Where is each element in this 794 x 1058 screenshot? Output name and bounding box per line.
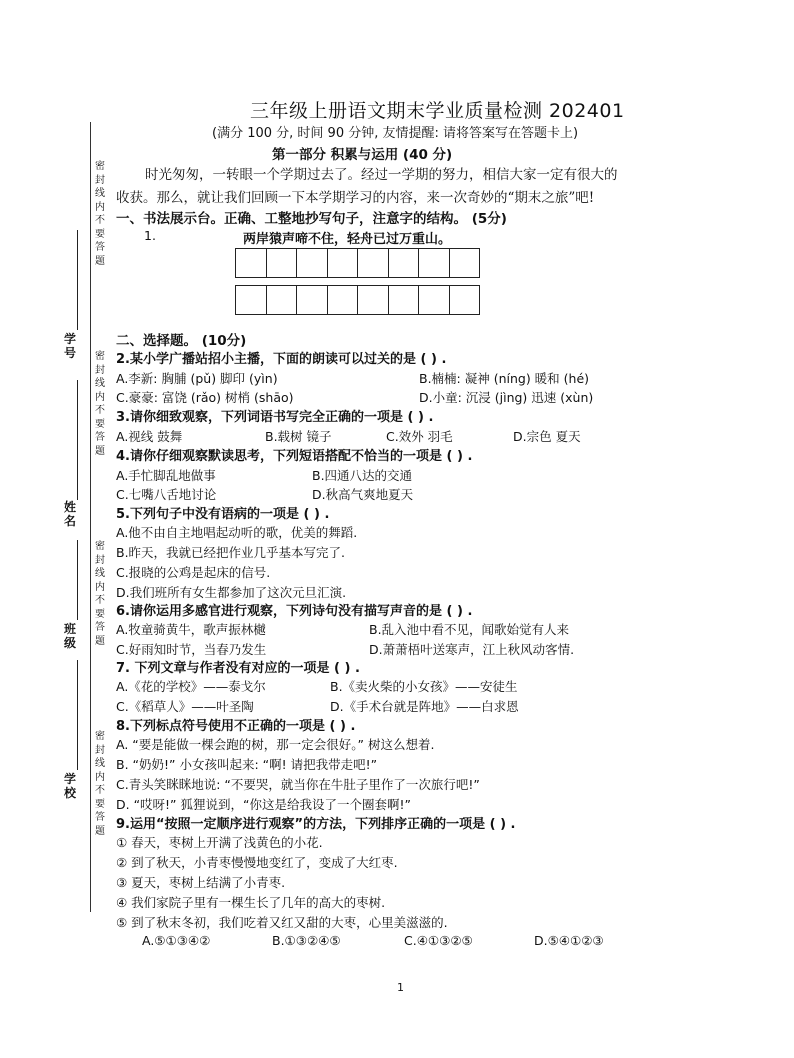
seal-note-1: 密封线内不要答题 [95, 161, 105, 267]
q5-option-b: B.昨天，我就已经把作业几乎基本写完了. [116, 545, 346, 560]
page-number: 1 [397, 981, 404, 994]
seal-note-4: 密封线内不要答题 [95, 731, 105, 837]
q4-option-a: A.手忙脚乱地做事 [116, 468, 216, 483]
q2-stem: 2.某小学广播站招小主播，下面的朗读可以过关的是 ( ) . [116, 352, 447, 367]
q5-option-a: A.他不由自主地唱起动听的歌，优美的舞蹈. [116, 525, 358, 540]
q8-option-b: B. “奶奶!” 小女孩叫起来: “啊! 请把我带走吧!” [116, 757, 378, 772]
q9-option-c: C.④①③②⑤ [404, 933, 473, 948]
q7-option-c: C.《稻草人》——叶圣陶 [116, 699, 254, 714]
q9-option-a: A.⑤①③④② [142, 933, 211, 948]
q5-stem: 5.下列句子中没有语病的一项是 ( ) . [116, 507, 330, 522]
student-id-line[interactable] [77, 230, 78, 330]
section2-heading: 二、选择题。 (10分) [116, 333, 247, 349]
q3-option-c: C.效外 羽毛 [386, 429, 453, 444]
exam-subtitle: (满分 100 分, 时间 90 分钟, 友情提醒: 请将答案写在答题卡上) [212, 126, 579, 141]
q3-option-a: A.视线 鼓舞 [116, 429, 183, 444]
writing-grid-row-1 [235, 248, 480, 278]
q5-option-c: C.报晓的公鸡是起床的信号. [116, 565, 271, 580]
seal-note-2: 密封线内不要答题 [95, 351, 105, 457]
seal-note-3: 密封线内不要答题 [95, 541, 105, 647]
q7-option-b: B.《卖火柴的小女孩》——安徒生 [330, 679, 518, 694]
q6-option-a: A.牧童骑黄牛，歌声振林樾 [116, 622, 266, 637]
q9-item-4: ④ 我们家院子里有一棵生长了几年的高大的枣树. [116, 895, 386, 910]
q9-item-1: ① 春天，枣树上开满了浅黄色的小花. [116, 835, 323, 850]
section1-heading: 一、书法展示台。正确、工整地抄写句子，注意字的结构。 (5分) [116, 211, 507, 227]
q8-stem: 8.下列标点符号使用不正确的一项是 ( ) . [116, 719, 356, 734]
q6-option-b: B.乱入池中看不见，闻歌始觉有人来 [369, 622, 570, 637]
q2-option-b: B.楠楠: 凝神 (níng) 暖和 (hé) [419, 371, 590, 386]
q8-option-a: A. “要是能做一棵会跑的树，那一定会很好。” 树这么想着. [116, 737, 435, 752]
q6-option-d: D.萧萧梧叶送寒声，江上秋风动客情. [369, 642, 575, 657]
q7-option-d: D.《手术台就是阵地》——白求恩 [330, 699, 519, 714]
q9-option-b: B.①③②④⑤ [272, 933, 341, 948]
intro-line-1: 时光匆匆，一转眼一个学期过去了。经过一学期的努力，相信大家一定有很大的 [145, 167, 618, 183]
q8-option-d: D. “哎呀!” 狐狸说到，“你这是给我设了一个圈套啊!” [116, 797, 411, 812]
q2-option-a: A.李新: 胸脯 (pǔ) 脚印 (yìn) [116, 371, 278, 386]
intro-line-2: 收获。那么，就让我们回顾一下本学期学习的内容，来一次奇妙的“期末之旅”吧! [116, 190, 595, 206]
part-title: 第一部分 积累与运用 (40 分) [272, 147, 453, 163]
class-label: 班级 [64, 622, 77, 650]
exam-title: 三年级上册语文期末学业质量检测 202401 [250, 100, 625, 122]
seal-line [90, 122, 91, 912]
q3-option-b: B.载树 镜子 [265, 429, 332, 444]
q7-stem: 7. 下列文章与作者没有对应的一项是 ( ) . [116, 661, 360, 676]
q7-option-a: A.《花的学校》——泰戈尔 [116, 679, 266, 694]
school-label: 学校 [64, 772, 77, 800]
q6-option-c: C.好雨知时节，当春乃发生 [116, 642, 267, 657]
q9-item-5: ⑤ 到了秋末冬初，我们吃着又红又甜的大枣，心里美滋滋的. [116, 915, 448, 930]
student-id-label: 学号 [64, 332, 77, 360]
school-line[interactable] [77, 660, 78, 770]
q3-stem: 3.请你细致观察，下列词语书写完全正确的一项是 ( ) . [116, 410, 434, 425]
q5-option-d: D.我们班所有女生都参加了这次元旦汇演. [116, 585, 347, 600]
writing-grid-row-2 [235, 285, 480, 315]
q3-option-d: D.宗色 夏天 [513, 429, 581, 444]
q2-option-c: C.豪豪: 富饶 (rǎo) 树梢 (shāo) [116, 390, 294, 405]
q2-option-d: D.小童: 沉浸 (jìng) 迅速 (xùn) [419, 390, 594, 405]
student-name-label: 姓名 [64, 500, 77, 528]
copy-sentence: 两岸猿声啼不住，轻舟已过万重山。 [243, 232, 452, 247]
q8-option-c: C.青头笑眯眯地说: “不要哭，就当你在牛肚子里作了一次旅行吧!” [116, 777, 480, 792]
q6-stem: 6.请你运用多感官进行观察，下列诗句没有描写声音的是 ( ) . [116, 604, 473, 619]
q4-option-c: C.七嘴八舌地讨论 [116, 487, 217, 502]
q9-item-3: ③ 夏天，枣树上结满了小青枣. [116, 875, 286, 890]
q4-stem: 4.请你仔细观察默读思考，下列短语搭配不恰当的一项是 ( ) . [116, 449, 473, 464]
q9-stem: 9.运用“按照一定顺序进行观察”的方法，下列排序正确的一项是 ( ) . [116, 817, 516, 832]
q4-option-b: B.四通八达的交通 [312, 468, 413, 483]
class-line[interactable] [77, 540, 78, 620]
section1-item-number: 1. [144, 228, 156, 243]
student-name-line[interactable] [77, 380, 78, 500]
q4-option-d: D.秋高气爽地夏天 [312, 487, 414, 502]
q9-item-2: ② 到了秋天，小青枣慢慢地变红了，变成了大红枣. [116, 855, 398, 870]
q9-option-d: D.⑤④①②③ [534, 933, 604, 948]
